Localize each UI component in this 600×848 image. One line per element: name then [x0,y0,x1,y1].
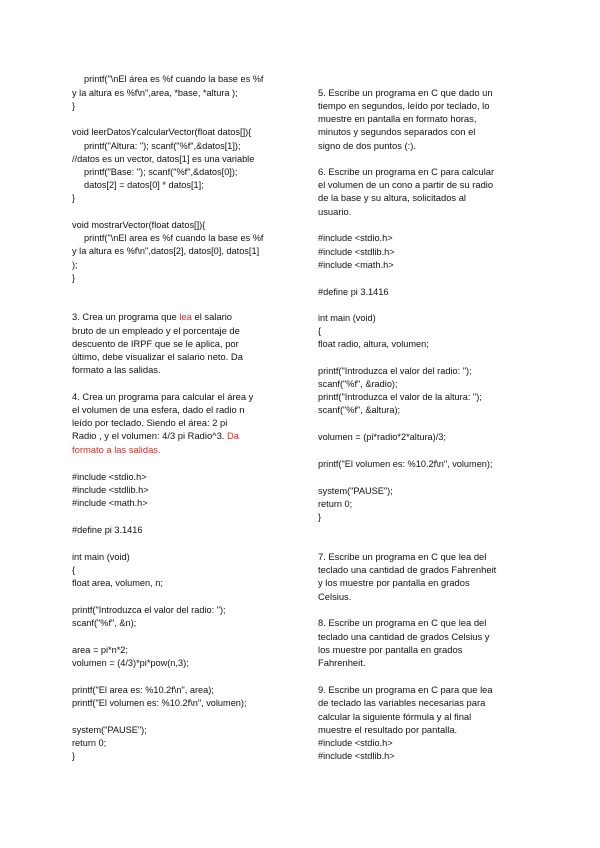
exercise-7-text: Celsius. [318,591,352,602]
code-line: system("PAUSE"); [72,725,147,735]
exercise-9-text: calcular la siguiente fórmula y al final [318,711,472,722]
exercise-3-text: descuento de IRPF que se le aplica, por [72,338,239,349]
exercise-8-text: los muestre por pantalla en grados [318,644,463,655]
code-line: printf("Introduzca el valor del radio: "); [72,605,226,615]
code-line: scanf("%f", &radio); [318,379,398,389]
code-line: y la altura es %f\n",datos[2], datos[0], datos[1] [72,246,260,256]
code-line: float radio, altura, volumen; [318,339,429,349]
exercise-7-text: teclado una cantidad de grados Fahrenheit [318,564,497,575]
exercise-4-text: formato a las salidas. [72,444,161,455]
code-line: system("PAUSE"); [318,486,393,496]
exercise-4-text: Radio , y el volumen: 4/3 pi Radio^3. Da [72,430,239,441]
code-line: area = pi*n*2; [72,645,128,655]
code-line: volumen = (4/3)*pi*pow(n,3); [72,658,189,668]
code-line: { [72,565,76,575]
code-line: return 0; [72,738,107,748]
code-line: #define pi 3.1416 [318,287,389,297]
code-line: printf("El volumen es: %10.2f\n", volumen); [318,459,493,469]
code-line: int main (void) [72,552,130,562]
exercise-7-text: 7. Escribe un programa en C que lea del [318,551,487,562]
exercise-3-text: formato a las salidas. [72,364,161,375]
code-line: } [72,193,76,203]
code-line: float area, volumen, n; [72,578,163,588]
exercise-3-text: 3. Crea un programa que lea el salario [72,311,232,322]
exercise-3-text: último, debe visualizar el salario neto. Da [72,351,243,362]
code-line: printf("Altura: "); scanf("%f",&datos[1]); [84,141,241,151]
exercise-6-text: el volumen de un cono a partir de su radio [318,179,494,190]
code-line: #include <stdio.h> [318,233,393,243]
code-line: { [318,326,322,336]
exercise-6-text: usuario. [318,206,352,217]
code-line: printf("El area es: %10.2f\n", area); [72,685,214,695]
exercise-5-text: minutos y segundos separados con el [318,126,476,137]
code-line: printf("Introduzca el valor de la altura: "); [318,392,482,402]
exercise-5-text: muestre en pantalla en formato horas, [318,113,477,124]
code-line: #include <stdlib.h> [318,247,395,257]
code-line: printf("\nEl area es %f cuando la base es %f [84,233,264,243]
code-line: } [72,101,76,111]
exercise-5-text: tiempo en segundos, leído por teclado, lo [318,100,490,111]
highlight-lea: lea [179,311,192,322]
exercise-4-text: el volumen de una esfera, dado el radio n [72,404,245,415]
exercise-4-text: 4. Crea un programa para calcular el área y [72,391,254,402]
code-line: printf("Base: "); scanf("%f",&datos[0]); [84,167,238,177]
code-line: #define pi 3.1416 [72,525,143,535]
code-line: printf("Introduzca el valor del radio: "); [318,366,472,376]
exercise-9-text: de teclado las variables necesarias para [318,697,486,708]
exercise-8-text: Fahrenheit. [318,657,366,668]
code-line: printf("\nEl área es %f cuando la base es %f [84,74,264,84]
code-line: #include <stdio.h> [318,738,393,748]
code-line: scanf("%f", &altura); [318,405,401,415]
exercise-9-text: 9. Escribe un programa en C para que lea [318,684,493,695]
highlight-da: Da [227,430,239,441]
code-line: //datos es un vector, datos[1] es una variable [72,154,255,164]
code-line: void mostrarVector(float datos[]){ [72,220,206,230]
code-line: datos[2] = datos[0] * datos[1]; [84,180,204,190]
code-line: } [318,512,322,522]
exercise-6-text: 6. Escribe un programa en C para calcular [318,166,495,177]
exercise-4-text: leído por teclado. Siendo el área: 2 pi [72,417,228,428]
exercise-7-text: y los muestre por pantalla en grados [318,577,470,588]
exercise-5-text: 5. Escribe un programa en C que dado un [318,87,493,98]
exercise-5-text: signo de dos puntos (:). [318,140,416,151]
exercise-3-text: bruto de un empleado y el porcentaje de [72,325,240,336]
exercise-9-text: muestre el resultado por pantalla. [318,724,458,735]
code-line: } [72,751,76,761]
exercise-8-text: 8. Escribe un programa en C que lea del [318,617,487,628]
code-line: printf("El volumen es: %10.2f\n", volumen); [72,698,247,708]
code-line: } [72,273,76,283]
exercise-8-text: teclado una cantidad de grados Celsius y [318,631,490,642]
code-line: #include <stdlib.h> [72,485,149,495]
code-line: #include <math.h> [72,498,148,508]
exercise-6-text: de la base y su altura, solicitados al [318,192,466,203]
code-line: y la altura es %f\n",area, *base, *altura ); [72,88,238,98]
code-line: #include <stdio.h> [72,472,147,482]
code-line: void leerDatosYcalcularVector(float datos[]){ [72,127,252,137]
code-line: #include <stdlib.h> [318,751,395,761]
code-line: ); [72,260,78,270]
code-line: return 0; [318,499,353,509]
code-line: int main (void) [318,313,376,323]
code-line: scanf("%f", &n); [72,618,137,628]
code-line: #include <math.h> [318,260,394,270]
code-line: volumen = (pi*radio*2*altura)/3; [318,432,446,442]
